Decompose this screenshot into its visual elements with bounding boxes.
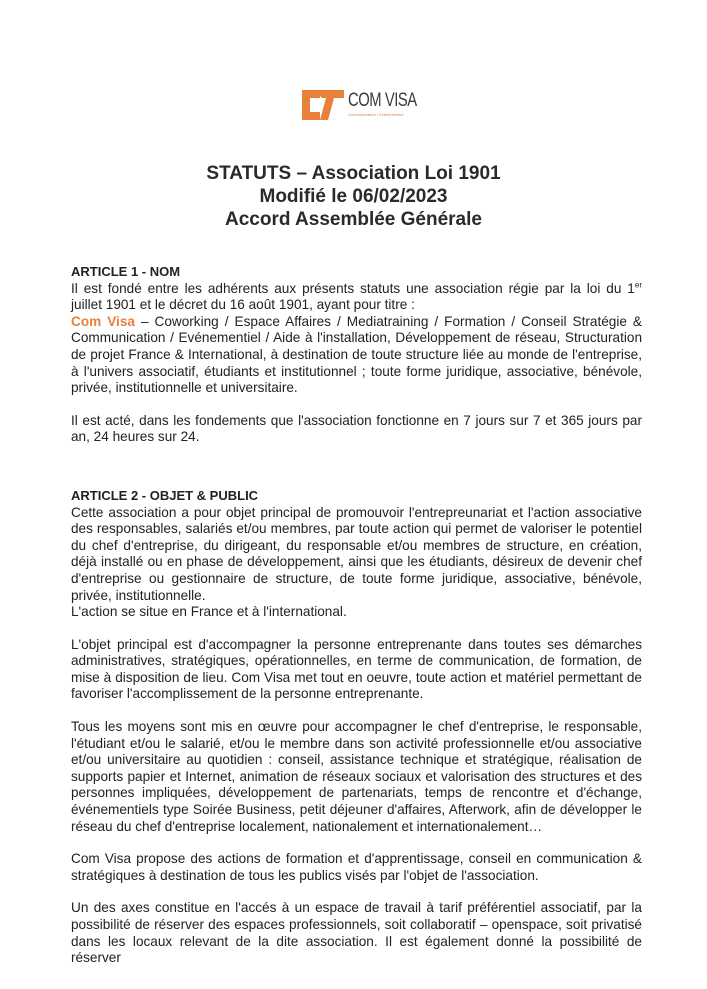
article-2-paragraph-5: Un des axes constitue en l'accés à un espace de travail à tarif préférentiel associatif, par la possibilité de réserver des espaces professionnels, soit collaboratif – openspace, soit privatisé dans les locaux relevant de la dite association. Il est également donné la possibilité de réserver — [71, 900, 642, 966]
com-visa-logo — [300, 84, 436, 124]
brand-name: Com Visa — [71, 313, 135, 329]
article-2-heading: ARTICLE 2 - OBJET & PUBLIC — [71, 487, 259, 503]
article-2-paragraph-1b: L'action se situe en France et à l'international. — [71, 604, 347, 620]
title-line-1: STATUTS – Association Loi 1901 — [206, 163, 501, 184]
logo-tagline: Communication / Evénementiel — [348, 112, 404, 117]
article-1-heading: ARTICLE 1 - NOM — [71, 264, 181, 279]
article-1-title-paragraph — [71, 314, 642, 397]
com-visa-logo-mark-icon — [300, 86, 346, 122]
logo-text-block — [348, 91, 436, 117]
article-1-intro-text-b: juillet 1901 et le décret du 16 août 1901, ayant pour titre : — [71, 297, 415, 313]
article-1-intro — [71, 281, 642, 314]
article-2 — [71, 488, 642, 967]
brand-description: – Coworking / Espace Affaires / Mediatraining / Formation / Conseil Stratégie & Communication / Evénementiel / Aide à l'installation, Développement de réseau, Structuration de projet France & International, à destination de toute structure liée au monde de l'entreprise, à l'univers associatif, étudiants et institutionnel ; toute forme juridique, associative, bénévole, privée, institutionnelle et universitaire. — [71, 313, 642, 396]
document-title — [0, 162, 707, 231]
title-line-3: Accord Assemblée Générale — [225, 209, 482, 230]
title-line-2: Modifié le 06/02/2023 — [259, 186, 448, 207]
article-2-paragraph-3: Tous les moyens sont mis en œuvre pour accompagner le chef d'entreprise, le responsable, l'étudiant et/ou le salarié, et/ou le membre dans son activité professionnelle et/ou associative et/ou universitaire au quotidien : conseil, assistance technique et stratégique, réalisation de supports papier et Internet, animation de réseaux sociaux et valorisation des structures et des personnes impliquées, développement de partenariats, temps de rencontre et d'échange, événementiels type Soirée Business, petit déjeuner d'affaires, Afterwork, afin de développer le réseau du chef d'entreprise localement, nationalement et internationalement… — [71, 719, 642, 834]
article-1-intro-text-a: Il est fondé entre les adhérents aux présents statuts une association régie par la loi du 1 — [71, 280, 635, 296]
article-2-paragraph-2: L'objet principal est d'accompagner la personne entreprenante dans toutes ses démarches administratives, stratégiques, opérationnelles, en terme de communication, de formation, de mise à disposition de lieu. Com Visa met tout en oeuvre, toute action et matériel permettant de favoriser l'accomplissement de la personne entreprenante. — [71, 636, 642, 702]
article-2-paragraph-1: Cette association a pour objet principal de promouvoir l'entrepreunariat et l'action associative des responsables, salariés et/ou membres, par toute action qui permet de valoriser le potentiel du chef d'entreprise, du dirigeant, du responsable et/ou membres de structure, en création, déjà installé ou en phase de développement, ainsi que les étudiants, désireux de devenir chef d'entreprise ou gestionnaire de structure, de toute forme juridique, associative, bénévole, privée, institutionnelle. — [71, 504, 642, 603]
article-1-paragraph-2: Il est acté, dans les fondements que l'association fonctionne en 7 jours sur 7 et 365 jours par an, 24 heures sur 24. — [71, 412, 642, 445]
article-2-paragraph-4: Com Visa propose des actions de formation et d'apprentissage, conseil en communication & stratégiques à destination de tous les publics visés par l'objet de l'association. — [71, 851, 642, 883]
document-body — [71, 264, 642, 967]
article-1 — [71, 264, 642, 446]
logo-name: COM VISA — [348, 90, 417, 111]
article-1-intro-superscript: er — [634, 280, 642, 290]
